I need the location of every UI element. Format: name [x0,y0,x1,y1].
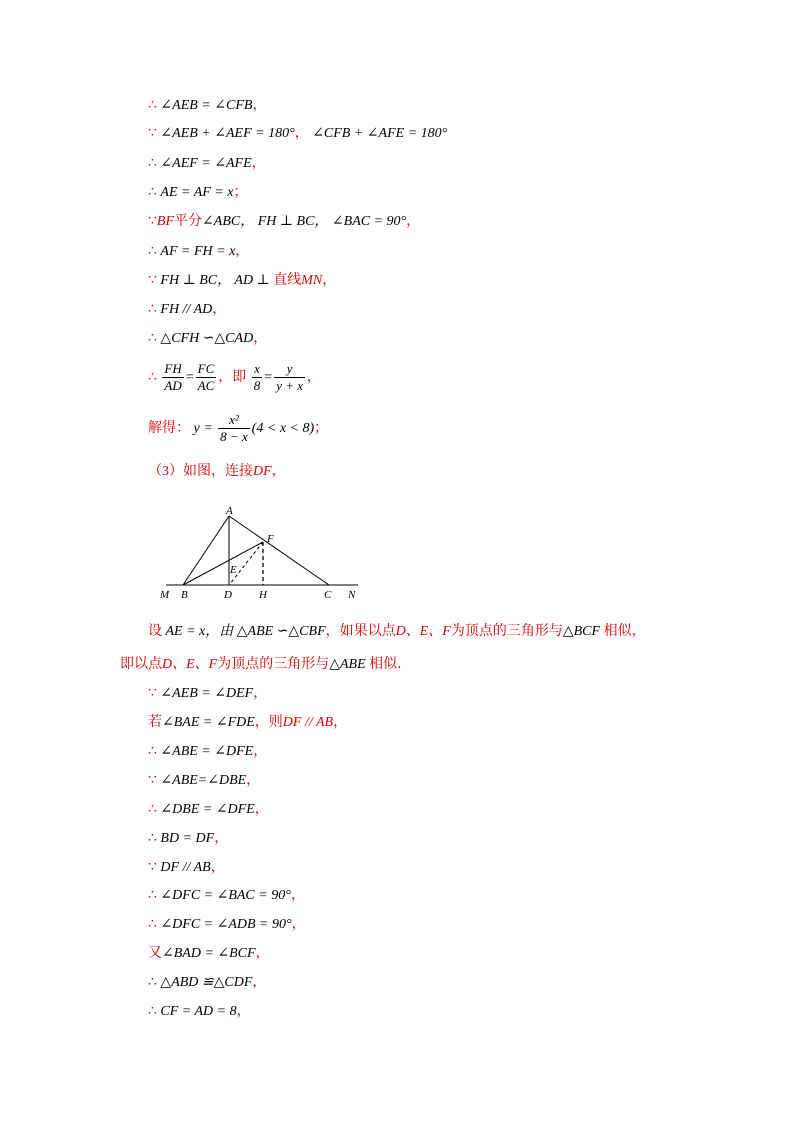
line-8: ∴ FH // AD， [148,302,227,317]
equation: FH // AD [160,302,213,317]
fraction-solution: $\frac{\text{x²}}{8 - x}$ [220,412,248,445]
line-17: ∴ ∠ABE = ∠DFE， [148,744,268,759]
therefore-symbol: ∴ [148,370,157,385]
fraction-x-8: $\frac{x}{8}$ [253,361,261,394]
fraction-fh-ad: $\frac{FH}{AD}$ [164,361,182,394]
line-18: ∵ ∠ABE=∠DBE， [148,773,261,788]
line-9: ∴ △CFH ∽△CAD， [148,331,268,346]
line-mn: MN [301,273,323,288]
equation: △CFH ∽△CAD [160,331,254,346]
line-14: 即以点D、E、F为顶点的三角形与△ABE 相似． [120,657,412,672]
line-11: 解得： y = $\frac{\text{x²}}{8 - x}$ (4 < x < 8)； [148,412,329,445]
line-21: ∵ DF // AB， [148,860,225,875]
equation: ∠AEB = ∠CFB [160,98,253,113]
equation: ∠ABC， FH ⊥ BC， ∠BAC = 90° [202,214,407,229]
equation-range: (4 < x < 8) [251,421,315,436]
label-d: D [224,589,232,601]
line-13: 设 AE = x，由 △ABE ∽△CBF，如果以点D、E、F为顶点的三角形与△BCF 相似， [148,624,646,639]
text: 直线 [273,273,302,288]
text: （3）如图，连接 [148,464,253,479]
line-24: 又∠BAD = ∠BCF， [148,946,270,961]
therefore-symbol: ∴ [148,331,157,346]
segment-bf: BF [156,214,175,229]
equation: ∠CFB + ∠AFE = 180° [312,126,448,141]
therefore-symbol: ∴ [148,302,157,317]
segment-df: DF [253,464,272,479]
label-n: N [348,589,356,601]
line-4: ∴ AE = AF = x； [148,185,248,200]
therefore-symbol: ∴ [148,185,157,200]
line-25: ∴ △ABD ≌△CDF， [148,975,267,990]
line-16: 若∠BAE = ∠FDE，则DF // AB， [148,715,348,730]
line-15: ∵ ∠AEB = ∠DEF， [148,686,268,701]
because-symbol: ∵ [148,126,157,141]
because-symbol: ∵ [148,214,157,229]
line-12: （3）如图，连接DF， [148,464,286,479]
segment-ab [183,516,229,585]
label-c: C [324,589,332,601]
text: ，即 [218,370,247,385]
therefore-symbol: ∴ [148,244,157,259]
label-f: F [267,533,274,545]
segment-ac [229,516,329,585]
therefore-symbol: ∴ [148,156,157,171]
line-3: ∴ ∠AEF = ∠AFE， [148,156,266,171]
line-2: ∵ ∠AEB + ∠AEF = 180°， ∠CFB + ∠AFE = 180° [148,126,448,141]
line-10: ∴ $\frac{FH}{AD}$ = $\frac{FC}{AC}$ ，即 $\frac{x}{8}$ = $\frac{y}{y + x}$ ， [148,361,322,394]
label-h: H [259,589,267,601]
line-5: ∵BF平分∠ABC， FH ⊥ BC， ∠BAC = 90°， [148,214,421,229]
segment-bf [183,542,263,585]
line-23: ∴ ∠DFC = ∠ADB = 90°， [148,917,306,932]
label-b: B [181,589,188,601]
text: 平分 [174,214,203,229]
geometry-figure [158,502,368,602]
equation-y: y = [193,421,213,436]
equation: △ABE ∽△CBF [236,624,326,639]
therefore-symbol: ∴ [148,98,157,113]
equation: ∠AEF = ∠AFE [160,156,252,171]
line-26: ∴ CF = AD = 8， [148,1004,251,1019]
line-22: ∴ ∠DFC = ∠BAC = 90°， [148,888,305,903]
line-20: ∴ BD = DF， [148,831,229,846]
label-e: E [230,564,237,576]
line-19: ∴ ∠DBE = ∠DFE， [148,802,269,817]
label-a: A [226,505,233,517]
because-symbol: ∵ [148,273,157,288]
fraction-y-yx: $\frac{y}{y + x}$ [276,361,304,394]
equation: AE = AF = x [160,185,234,200]
line-1: ∴ ∠AEB = ∠CFB， [148,98,267,113]
text: 解得： [148,421,190,436]
line-7: ∵ FH ⊥ BC， AD ⊥ 直线MN， [148,273,337,288]
equation: AE = x，由 [165,624,234,639]
equation: AF = FH = x [160,244,236,259]
label-m: M [160,589,170,601]
equation: FH ⊥ BC， AD ⊥ [160,273,270,288]
line-6: ∴ AF = FH = x， [148,244,250,259]
fraction-fc-ac: $\frac{FC}{AC}$ [197,361,215,394]
equation: ∠AEB + ∠AEF = 180° [160,126,295,141]
